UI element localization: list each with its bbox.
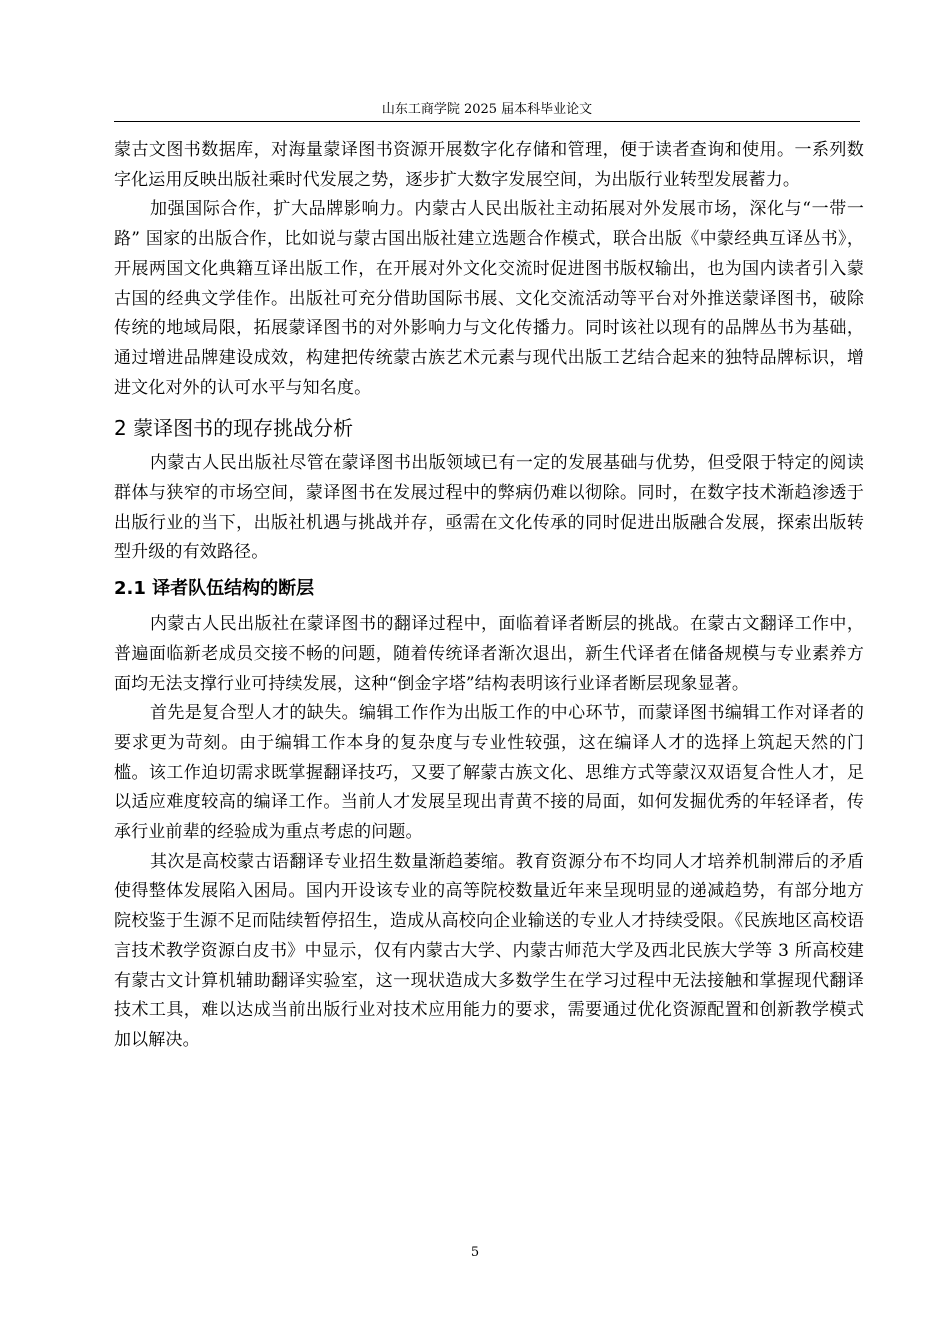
paragraph-section-2-intro: 内蒙古人民出版社尽管在蒙译图书出版领域已有一定的发展基础与优势，但受限于特定的阅读群体与狭窄的市场空间，蒙译图书在发展过程中的弊病仍难以彻除。同时，在数字技术渐趋渗透于出版行业的当下，出版社机遇与挑战并存，亟需在文化传承的同时促进出版融合发展，探索出版转型升级的有效路径。	[114, 453, 864, 563]
subsection-heading-2-1: 2.1 译者队伍结构的断层	[114, 578, 315, 600]
section-heading-2: 2 蒙译图书的现存挑战分析	[114, 416, 354, 441]
paragraph-enrollment-decline: 其次是高校蒙古语翻译专业招生数量渐趋萎缩。教育资源分布不均同人才培养机制滞后的矛盾使得整体发展陷入困局。国内开设该专业的高等院校数量近年来呈现明显的递减趋势，有部分地方院校鉴于生源不足而陆续暂停招生，造成从高校向企业输送的专业人才持续受限。《民族地区高校语言技术教学资源白皮书》中显示，仅有内蒙古大学、内蒙古师范大学及西北民族大学等 3 所高校建有蒙古文计算机辅助翻译实验室，这一现状造成大多数学生在学习过程中无法接触和掌握现代翻译技术工具，难以达成当前出版行业对技术应用能力的要求，需要通过优化资源配置和创新教学模式加以解决。	[114, 851, 864, 1050]
paragraph-translator-gap: 内蒙古人民出版社在蒙译图书的翻译过程中，面临着译者断层的挑战。在蒙古文翻译工作中，普遍面临新老成员交接不畅的问题，随着传统译者渐次退出，新生代译者在储备规模与专业素养方面均无法支撑行业可持续发展，这种“倒金字塔”结构表明该行业译者断层现象显著。	[114, 614, 864, 694]
header-rule	[114, 121, 860, 122]
page-number: 5	[470, 1245, 480, 1260]
page-body	[114, 136, 864, 1056]
running-header: 山东工商学院 2025 届本科毕业论文	[381, 102, 593, 117]
paragraph-composite-talent: 首先是复合型人才的缺失。编辑工作作为出版工作的中心环节，而蒙译图书编辑工作对译者的要求更为苛刻。由于编辑工作本身的复杂度与专业性较强，这在编译人才的选择上筑起天然的门槛。该工作迫切需求既掌握翻译技巧，又要了解蒙古族文化、思维方式等蒙汉双语复合性人才，足以适应难度较高的编译工作。当前人才发展呈现出青黄不接的局面，如何发掘优秀的年轻译者，传承行业前辈的经验成为重点考虑的问题。	[114, 703, 864, 843]
paragraph-continued: 蒙古文图书数据库，对海量蒙译图书资源开展数字化存储和管理，便于读者查询和使用。一系列数字化运用反映出版社乘时代发展之势，逐步扩大数字发展空间，为出版行业转型发展蓄力。	[114, 140, 864, 190]
paragraph-international-cooperation: 加强国际合作，扩大品牌影响力。内蒙古人民出版社主动拓展对外发展市场，深化与“一带一路” 国家的出版合作，比如说与蒙古国出版社建立选题合作模式，联合出版《中蒙经典互译丛书》，开展两国文化典籍互译出版工作，在开展对外文化交流时促进图书版权输出，也为国内读者引入蒙古国的经典文学佳作。出版社可充分借助国际书展、文化交流活动等平台对外推送蒙译图书，破除传统的地域局限，拓展蒙译图书的对外影响力与文化传播力。同时该社以现有的品牌丛书为基础，通过增进品牌建设成效，构建把传统蒙古族艺术元素与现代出版工艺结合起来的独特品牌标识，增进文化对外的认可水平与知名度。	[114, 199, 864, 398]
